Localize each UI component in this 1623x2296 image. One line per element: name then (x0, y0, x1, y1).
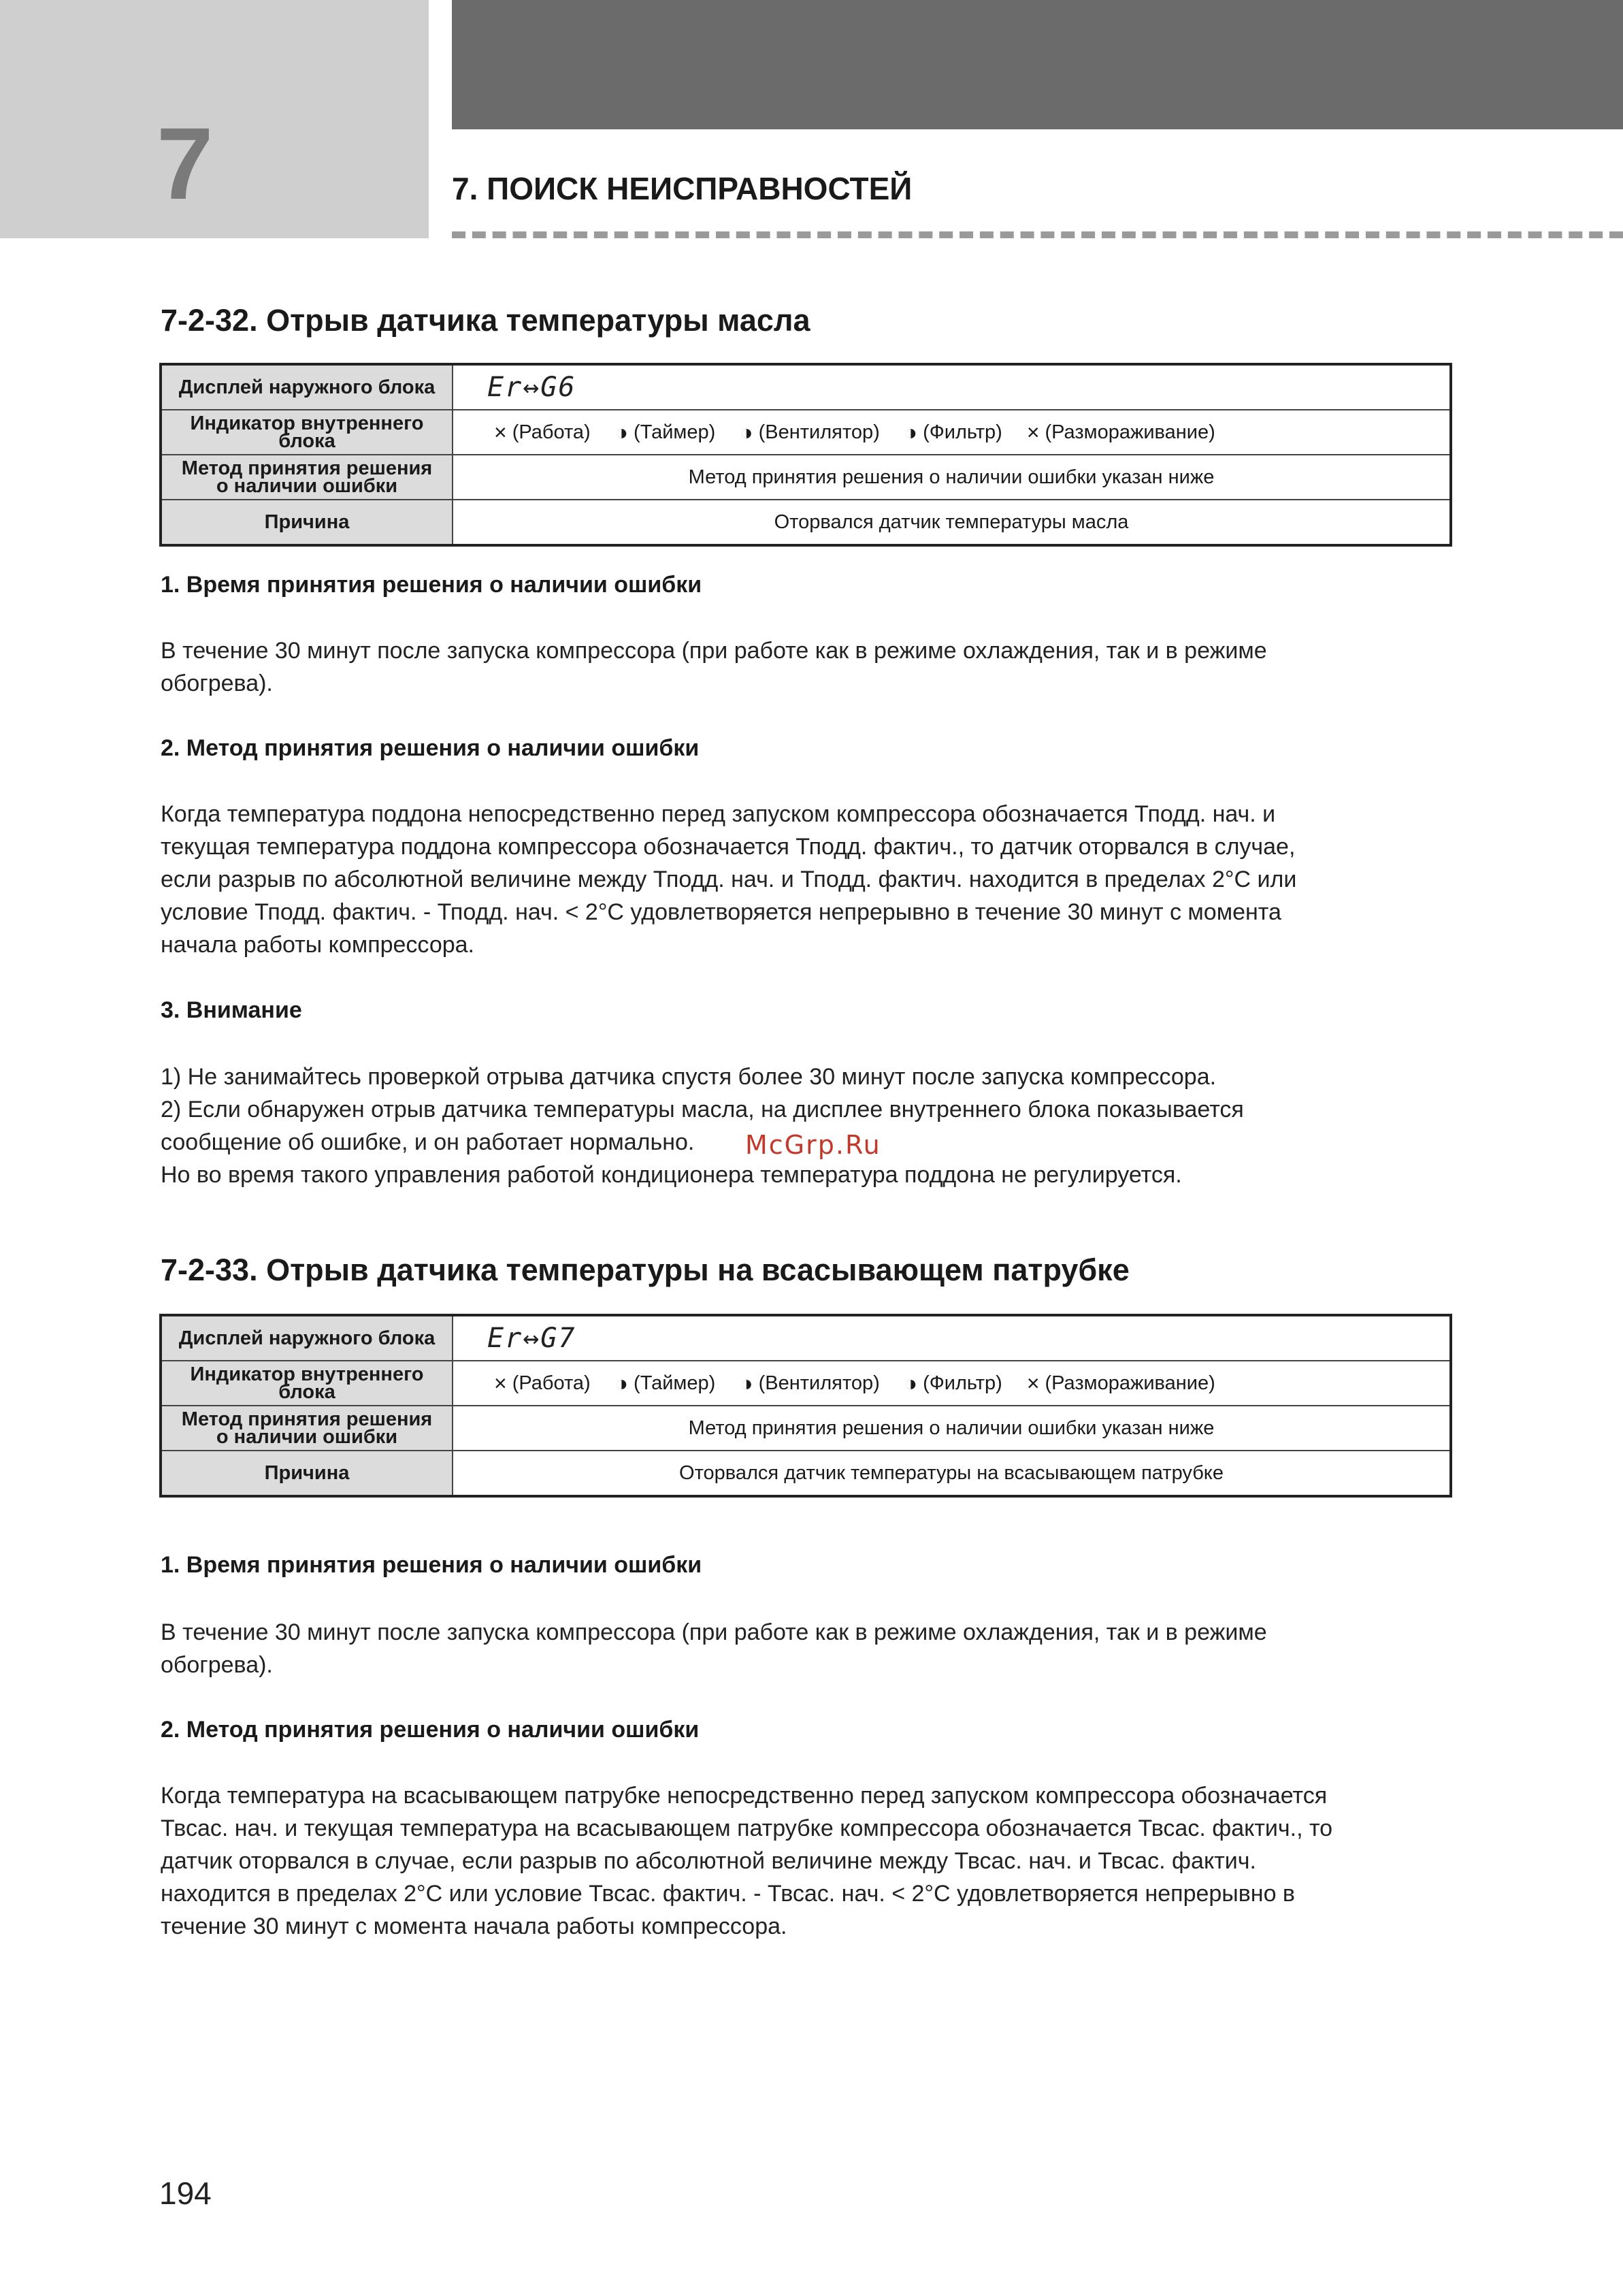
x-icon: × (1026, 419, 1040, 444)
x-icon: × (494, 1370, 507, 1395)
indicator-defrost: × (Размораживание) (1026, 1370, 1215, 1395)
paragraph-attention: 1) Не занимайтесь проверкой отрыва датчика спустя более 30 минут после запуска компрессора. 2) Если обнаружен отрыв датчика температуры масла, на дисплее внутреннего блока показывается сообщение об ошибке, и он работает нормально. Но во время такого управления работой кондиционера температура поддона не регулируется. (161, 1064, 1244, 1188)
half-circle-icon: ◑ (614, 1370, 629, 1395)
method-value: Метод принятия решения о наличии ошибки указан ниже (453, 455, 1451, 500)
x-icon: × (494, 419, 507, 444)
table-row (161, 1361, 1451, 1406)
chapter-title: 7. ПОИСК НЕИСПРАВНОСТЕЙ (452, 171, 913, 206)
indicator-fan: ◑ (Вентилятор) (740, 419, 880, 444)
section-title-7-2-32: 7-2-32. Отрыв датчика температуры масла (161, 303, 810, 338)
cause-label: Причина (161, 500, 453, 545)
indicator-label: Индикатор внутреннего блока (161, 1361, 453, 1406)
x-icon: × (1026, 1370, 1040, 1395)
display-code-cell (453, 1315, 1451, 1361)
indicator-operation: × (Работа) (494, 419, 591, 444)
indicator-cell (453, 410, 1451, 455)
display-label: Дисплей наружного блока (161, 364, 453, 410)
header-bar (452, 0, 1623, 129)
method-value: Метод принятия решения о наличии ошибки указан ниже (453, 1406, 1451, 1451)
subheading-decision-method: 2. Метод принятия решения о наличии ошибки (161, 1717, 700, 1743)
half-circle-icon: ◑ (740, 419, 753, 444)
error-code: Er↔G7 (487, 1323, 576, 1354)
chapter-number: 7 (157, 106, 214, 221)
half-circle-icon: ◑ (740, 1370, 753, 1395)
table-row (161, 410, 1451, 455)
table-row (161, 1406, 1451, 1451)
indicator-cell (453, 1361, 1451, 1406)
cause-value: Оторвался датчик температуры масла (453, 500, 1451, 545)
half-circle-icon: ◑ (614, 419, 629, 444)
error-table-7-2-33 (159, 1314, 1452, 1498)
section-title-7-2-33: 7-2-33. Отрыв датчика температуры на всасывающем патрубке (161, 1252, 1130, 1287)
header-divider (452, 231, 1623, 238)
error-code: Er↔G6 (487, 372, 576, 403)
table-row (161, 1315, 1451, 1361)
indicator-operation: × (Работа) (494, 1370, 591, 1395)
paragraph-decision-time: В течение 30 минут после запуска компрессора (при работе как в режиме охлаждения, так и в режиме обогрева). (161, 1619, 1267, 1678)
half-circle-icon: ◑ (904, 1370, 918, 1395)
paragraph-decision-method: Когда температура на всасывающем патрубке непосредственно перед запуском компрессора обозначается Твсас. нач. и текущая температура на всасывающем патрубке компрессора обозначается Твсас. фактич., то датчик оторвался в случае, если разрыв по абсолютной величине между Твсас. нач. и Твсас. фактич. находится в пределах 2°C или условие Твсас. фактич. - Твсас. нач. < 2°C удовлетворяется непрерывно в течение 30 минут с момента начала работы компрессора. (161, 1783, 1333, 1939)
indicator-fan: ◑ (Вентилятор) (740, 1370, 880, 1395)
indicator-filter: ◑ (Фильтр) (904, 419, 1002, 444)
method-label: Метод принятия решения о наличии ошибки (161, 1406, 453, 1451)
method-label: Метод принятия решения о наличии ошибки (161, 455, 453, 500)
indicator-timer: ◑ (Таймер) (614, 419, 716, 444)
half-circle-icon: ◑ (904, 419, 918, 444)
paragraph-decision-method: Когда температура поддона непосредственно перед запуском компрессора обозначается Тподд. нач. и текущая температура поддона компрессора обозначается Тподд. фактич., то датчик оторвался в случае, если разрыв по абсолютной величине между Тподд. нач. и Тподд. фактич. находится в пределах 2°C или условие Тподд. фактич. - Тподд. нач. < 2°C удовлетворяется непрерывно в течение 30 минут с момента начала работы компрессора. (161, 801, 1297, 958)
page-number: 194 (159, 2176, 212, 2211)
cause-value: Оторвался датчик температуры на всасывающем патрубке (453, 1451, 1451, 1496)
subheading-decision-method: 2. Метод принятия решения о наличии ошибки (161, 735, 700, 761)
subheading-decision-time: 1. Время принятия решения о наличии ошибки (161, 1552, 702, 1578)
indicator-label: Индикатор внутреннего блока (161, 410, 453, 455)
subheading-decision-time: 1. Время принятия решения о наличии ошибки (161, 572, 702, 598)
error-table-7-2-32 (159, 363, 1452, 547)
chapter-tab (0, 0, 429, 238)
subheading-attention: 3. Внимание (161, 997, 302, 1023)
cause-label: Причина (161, 1451, 453, 1496)
display-label: Дисплей наружного блока (161, 1315, 453, 1361)
watermark: McGrp.Ru (745, 1130, 881, 1160)
table-row (161, 1451, 1451, 1496)
table-row (161, 364, 1451, 410)
table-row (161, 455, 1451, 500)
display-code-cell (453, 364, 1451, 410)
indicator-timer: ◑ (Таймер) (614, 1370, 716, 1395)
paragraph-decision-time: В течение 30 минут после запуска компрессора (при работе как в режиме охлаждения, так и в режиме обогрева). (161, 638, 1267, 696)
indicator-filter: ◑ (Фильтр) (904, 1370, 1002, 1395)
indicator-defrost: × (Размораживание) (1026, 419, 1215, 444)
table-row (161, 500, 1451, 545)
